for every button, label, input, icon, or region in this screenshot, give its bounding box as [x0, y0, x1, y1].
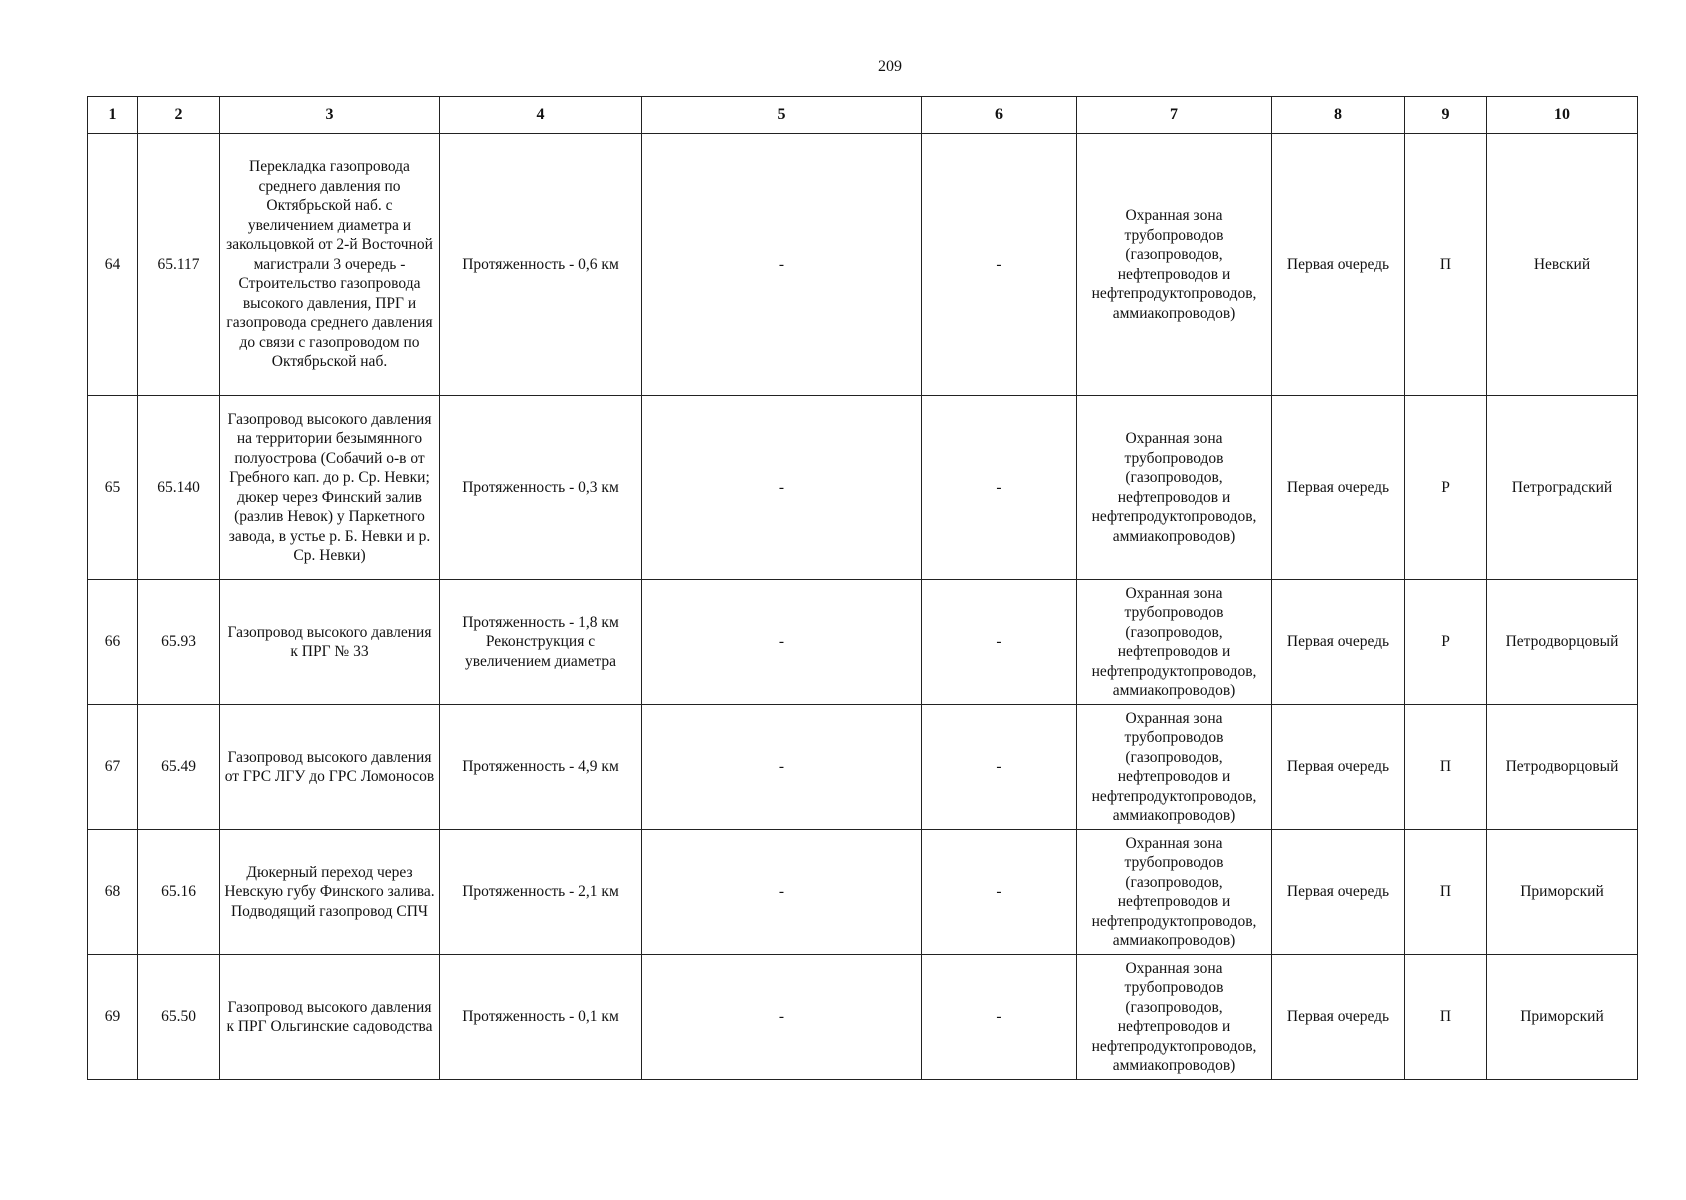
object-code: 65.140 [138, 396, 220, 580]
district: Петроградский [1487, 396, 1638, 580]
column-header: 2 [138, 97, 220, 134]
page-number: 209 [878, 58, 902, 75]
protection-zone: Охранная зона трубопроводов (газопроводов, нефтепроводов и нефтепродуктопроводов, аммиакопроводов) [1077, 396, 1272, 580]
objects-table [87, 96, 1638, 1080]
cell-col5: - [642, 830, 922, 955]
status: П [1405, 830, 1487, 955]
stage: Первая очередь [1272, 134, 1405, 396]
row-number: 67 [88, 705, 138, 830]
row-number: 69 [88, 955, 138, 1080]
cell-col6: - [922, 955, 1077, 1080]
status: П [1405, 134, 1487, 396]
object-name: Перекладка газопровода среднего давления по Октябрьской наб. с увеличением диаметра и закольцовкой от 2-й Восточной магистрали 3 очередь - Строительство газопровода высокого давления, ПРГ и газопровода среднего давления до связи с газопроводом по Октябрьской наб. [220, 134, 440, 396]
table-header-row [88, 97, 1638, 134]
object-characteristic: Протяженность - 4,9 км [440, 705, 642, 830]
cell-col6: - [922, 580, 1077, 705]
cell-col6: - [922, 134, 1077, 396]
district: Петродворцовый [1487, 580, 1638, 705]
object-characteristic: Протяженность - 2,1 км [440, 830, 642, 955]
status: Р [1405, 580, 1487, 705]
object-characteristic: Протяженность - 1,8 км Реконструкция с увеличением диаметра [440, 580, 642, 705]
stage: Первая очередь [1272, 955, 1405, 1080]
protection-zone: Охранная зона трубопроводов (газопроводов, нефтепроводов и нефтепродуктопроводов, аммиакопроводов) [1077, 705, 1272, 830]
object-code: 65.49 [138, 705, 220, 830]
cell-col5: - [642, 955, 922, 1080]
protection-zone: Охранная зона трубопроводов (газопроводов, нефтепроводов и нефтепродуктопроводов, аммиакопроводов) [1077, 580, 1272, 705]
protection-zone: Охранная зона трубопроводов (газопроводов, нефтепроводов и нефтепродуктопроводов, аммиакопроводов) [1077, 955, 1272, 1080]
row-number: 66 [88, 580, 138, 705]
row-number: 65 [88, 396, 138, 580]
cell-col5: - [642, 396, 922, 580]
column-header: 10 [1487, 97, 1638, 134]
object-name: Дюкерный переход через Невскую губу Финского залива. Подводящий газопровод СПЧ [220, 830, 440, 955]
object-code: 65.93 [138, 580, 220, 705]
district: Невский [1487, 134, 1638, 396]
column-header: 8 [1272, 97, 1405, 134]
district: Петродворцовый [1487, 705, 1638, 830]
object-characteristic: Протяженность - 0,6 км [440, 134, 642, 396]
cell-col6: - [922, 830, 1077, 955]
status: Р [1405, 396, 1487, 580]
column-header: 6 [922, 97, 1077, 134]
status: П [1405, 705, 1487, 830]
table-row [88, 580, 1638, 705]
stage: Первая очередь [1272, 396, 1405, 580]
object-name: Газопровод высокого давления к ПРГ Ольгинские садоводства [220, 955, 440, 1080]
table-row [88, 955, 1638, 1080]
cell-col6: - [922, 705, 1077, 830]
stage: Первая очередь [1272, 580, 1405, 705]
stage: Первая очередь [1272, 830, 1405, 955]
object-characteristic: Протяженность - 0,1 км [440, 955, 642, 1080]
column-header: 4 [440, 97, 642, 134]
cell-col6: - [922, 396, 1077, 580]
object-code: 65.16 [138, 830, 220, 955]
table-row [88, 705, 1638, 830]
protection-zone: Охранная зона трубопроводов (газопроводов, нефтепроводов и нефтепродуктопроводов, аммиакопроводов) [1077, 134, 1272, 396]
object-code: 65.117 [138, 134, 220, 396]
row-number: 64 [88, 134, 138, 396]
row-number: 68 [88, 830, 138, 955]
column-header: 9 [1405, 97, 1487, 134]
column-header: 3 [220, 97, 440, 134]
table-row [88, 396, 1638, 580]
object-characteristic: Протяженность - 0,3 км [440, 396, 642, 580]
district: Приморский [1487, 955, 1638, 1080]
table-row [88, 134, 1638, 396]
cell-col5: - [642, 134, 922, 396]
object-code: 65.50 [138, 955, 220, 1080]
object-name: Газопровод высокого давления на территории безымянного полуострова (Собачий о-в от Гребного кап. до р. Ср. Невки; дюкер через Финский залив (разлив Невок) у Паркетного завода, в устье р. Б. Невки и р. Ср. Невки) [220, 396, 440, 580]
protection-zone: Охранная зона трубопроводов (газопроводов, нефтепроводов и нефтепродуктопроводов, аммиакопроводов) [1077, 830, 1272, 955]
object-name: Газопровод высокого давления от ГРС ЛГУ до ГРС Ломоносов [220, 705, 440, 830]
stage: Первая очередь [1272, 705, 1405, 830]
column-header: 1 [88, 97, 138, 134]
column-header: 7 [1077, 97, 1272, 134]
table-row [88, 830, 1638, 955]
status: П [1405, 955, 1487, 1080]
column-header: 5 [642, 97, 922, 134]
object-name: Газопровод высокого давления к ПРГ № 33 [220, 580, 440, 705]
cell-col5: - [642, 580, 922, 705]
district: Приморский [1487, 830, 1638, 955]
cell-col5: - [642, 705, 922, 830]
